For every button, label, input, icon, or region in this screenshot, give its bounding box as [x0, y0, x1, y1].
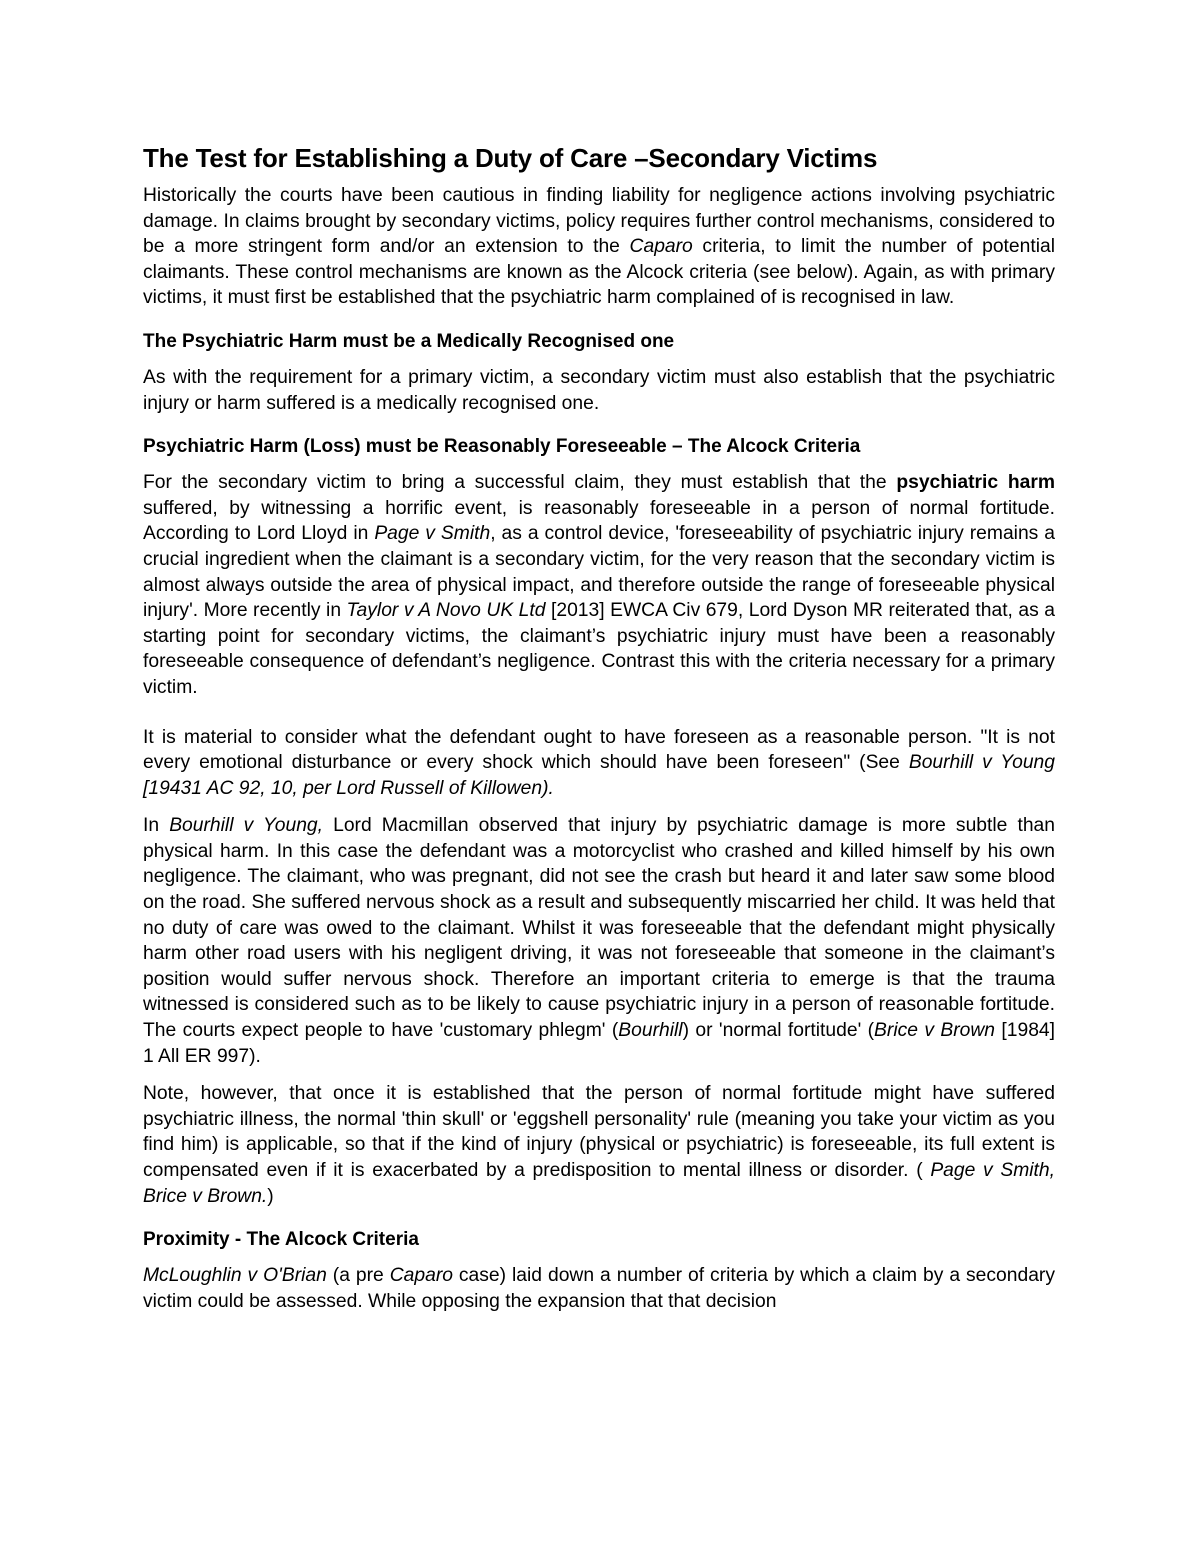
- case-name: Page v Smith: [374, 523, 491, 545]
- text-run: (a pre: [326, 1265, 390, 1287]
- intro-paragraph: [143, 183, 1055, 311]
- text-run: It is material to consider what the defendant ought to have foreseen as a reasonable person. "It is not every emotional disturbance or every shock which should have been foreseen" (See: [143, 726, 1055, 774]
- section-heading-proximity: Proximity - The Alcock Criteria: [143, 1229, 419, 1251]
- text-run: For the secondary victim to bring a successful claim, they must establish that the: [143, 472, 897, 494]
- text-run: Note, however, that once it is established that the person of normal fortitude might have suffered psychiatric illness, the normal 'thin skull' or 'eggshell personality' rule (meaning you take your victim as you find him) is applicable, so that if the kind of injury (physical or psychiatric) is foreseeable, its full extent is compensated even if it is exacerbated by a predisposition to mental illness or disorder. (: [143, 1083, 1055, 1181]
- document-body: [143, 141, 1055, 1326]
- section-heading-foreseeable: Psychiatric Harm (Loss) must be Reasonably Foreseeable – The Alcock Criteria: [143, 436, 861, 458]
- text-run: In: [143, 815, 170, 837]
- case-name: Brice v Brown: [874, 1020, 996, 1042]
- section-paragraph: [143, 813, 1055, 1069]
- case-name: Caparo: [389, 1265, 453, 1287]
- section-paragraph: As with the requirement for a primary victim, a secondary victim must also establish that the psychiatric injury or harm suffered is a medically recognised one.: [143, 366, 1055, 414]
- text-run: [1984] 1 All ER 997).: [143, 1020, 1056, 1067]
- bold-term: psychiatric harm: [896, 472, 1055, 494]
- text-run: Historically the courts have been cautious in finding liability for negligence actions involving psychiatric damage. In claims brought by secondary victims, policy requires further control mechanisms, considered to be a more stringent form and/or an extension to the: [143, 185, 1055, 258]
- case-name: Bourhill: [618, 1020, 683, 1042]
- text-run: ): [267, 1185, 274, 1207]
- section-heading-medically-recognised: The Psychiatric Harm must be a Medically Recognised one: [143, 330, 675, 352]
- case-name: Caparo: [629, 236, 693, 258]
- page-title: The Test for Establishing a Duty of Care –Secondary Victims: [143, 143, 878, 173]
- section-paragraph: [143, 725, 1055, 802]
- text-run: , as a control device, 'foreseeability of psychiatric injury remains a crucial ingredient when the claimant is a secondary victim, for the very reason that the secondary victim is almost always outside the area of physical impact, and therefore outside the range of foreseeable physical injury'. More recently in: [143, 523, 1055, 622]
- case-name: Bourhill v Young,: [169, 815, 324, 837]
- section-paragraph: [143, 470, 1055, 700]
- case-name: Page v Smith, Brice v Brown.: [143, 1160, 1055, 1207]
- text-run: suffered, by witnessing a horrific event, is reasonably foreseeable in a person of normal fortitude. According to Lord Lloyd in: [143, 497, 1055, 545]
- section-paragraph: [143, 1081, 1055, 1209]
- text-run: criteria, to limit the number of potential claimants. These control mechanisms are known as the Alcock criteria (see below). Again, as with primary victims, it must first be established that the psychiatric harm complained of is recognised in law.: [143, 236, 1055, 309]
- case-name: Taylor v A Novo UK Ltd: [346, 600, 546, 622]
- case-citation: Bourhill v Young [19431 AC 92, 10, per Lord Russell of Killowen).: [143, 752, 1055, 799]
- text-run: case) laid down a number of criteria by which a claim by a secondary victim could be assessed. While opposing the expansion that that decision: [143, 1265, 1055, 1312]
- section-paragraph: [143, 1263, 1055, 1314]
- text-run: Lord Macmillan observed that injury by psychiatric damage is more subtle than physical harm. In this case the defendant was a motorcyclist who crashed and killed himself by his own negligence. The claimant, who was pregnant, did not see the crash but heard it and later saw some blood on the road. She suffered nervous shock as a result and subsequently miscarried her child. It was held that no duty of care was owed to the claimant. Whilst it was foreseeable that the defendant might physically harm other road users with his negligent driving, it was not foreseeable that someone in the claimant’s position would suffer nervous shock. Therefore an important criteria to emerge is that the trauma witnessed is considered such as to be likely to cause psychiatric injury in a person of reasonable fortitude. The courts expect people to have 'customary phlegm' (: [143, 815, 1056, 1042]
- case-name: McLoughlin v O'Brian: [143, 1265, 327, 1287]
- text-run: [2013] EWCA Civ 679, Lord Dyson MR reiterated that, as a starting point for secondary victims, the claimant’s psychiatric injury must have been a reasonably foreseeable consequence of defendant’s negligence. Contrast this with the criteria necessary for a primary victim.: [143, 600, 1055, 698]
- text-run: ) or 'normal fortitude' (: [682, 1020, 875, 1042]
